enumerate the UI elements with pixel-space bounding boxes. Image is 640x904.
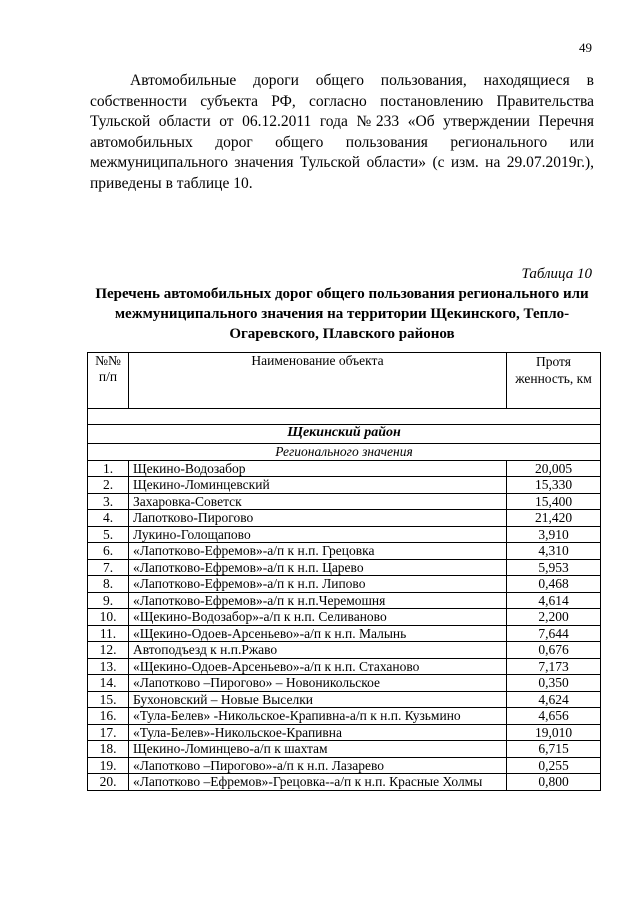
empty-row (88, 409, 601, 425)
road-name: Лукино-Голощапово (129, 526, 507, 543)
road-length: 6,715 (507, 741, 601, 758)
road-length: 19,010 (507, 724, 601, 741)
table-row (88, 774, 601, 791)
section-name: Регионального значения (88, 444, 601, 461)
road-length: 7,644 (507, 625, 601, 642)
road-name: «Тула-Белев»-Никольское-Крапивна (129, 724, 507, 741)
road-length: 0,676 (507, 642, 601, 659)
page-number: 49 (579, 40, 592, 55)
row-number: 8. (88, 576, 129, 593)
road-name: Щекино-Ломинцевский (129, 477, 507, 494)
road-name: Лапотково-Пирогово (129, 510, 507, 527)
district-name: Щекинский район (88, 425, 601, 444)
road-length: 0,255 (507, 757, 601, 774)
row-number: 2. (88, 477, 129, 494)
table-row (88, 675, 601, 692)
row-number: 18. (88, 741, 129, 758)
row-number: 1. (88, 460, 129, 477)
road-name: Щекино-Ломинцево-а/п к шахтам (129, 741, 507, 758)
road-name: «Лапотково –Ефремов»-Грецовка--а/п к н.п. Красные Холмы (129, 774, 507, 791)
road-name: «Тула-Белев» -Никольское-Крапивна-а/п к н.п. Кузьмино (129, 708, 507, 725)
table-row (88, 642, 601, 659)
table-row (88, 658, 601, 675)
road-length: 0,800 (507, 774, 601, 791)
header-length: Протя женность, км (507, 353, 601, 409)
road-name: «Щекино-Водозабор»-а/п к н.п. Селиваново (129, 609, 507, 626)
section-row (88, 444, 601, 461)
row-number: 11. (88, 625, 129, 642)
row-number: 14. (88, 675, 129, 692)
roads-table (87, 352, 601, 791)
table-row (88, 609, 601, 626)
row-number: 3. (88, 493, 129, 510)
table-label: Таблица 10 (521, 266, 592, 282)
row-number: 17. (88, 724, 129, 741)
table-row (88, 625, 601, 642)
row-number: 15. (88, 691, 129, 708)
table-row (88, 741, 601, 758)
table-row (88, 510, 601, 527)
table-title: Перечень автомобильных дорог общего пользования регионального или межмуниципального значения на территории Щекинского, Тепло-Огаревского, Плавского районов (95, 286, 589, 342)
road-length: 5,953 (507, 559, 601, 576)
row-number: 20. (88, 774, 129, 791)
road-length: 2,200 (507, 609, 601, 626)
road-length: 4,624 (507, 691, 601, 708)
table-row (88, 576, 601, 593)
road-name: Автоподъезд к н.п.Ржаво (129, 642, 507, 659)
row-number: 12. (88, 642, 129, 659)
road-name: «Лапотково –Пирогово» – Новоникольское (129, 675, 507, 692)
table-row (88, 477, 601, 494)
road-length: 20,005 (507, 460, 601, 477)
road-name: «Лапотково –Пирогово»-а/п к н.п. Лазарево (129, 757, 507, 774)
row-number: 4. (88, 510, 129, 527)
intro-paragraph: Автомобильные дороги общего пользования, находящиеся в собственности субъекта РФ, согласно постановлению Правительства Тульской области от 06.12.2011 года №233 «Об утверждении Перечня автомобильных дорог общего пользования регионального или межмуниципального значения Тульской области» (с изм. на 29.07.2019г.), приведены в таблице 10. (90, 72, 594, 192)
road-name: «Лапотково-Ефремов»-а/п к н.п. Липово (129, 576, 507, 593)
road-name: «Щекино-Одоев-Арсеньево»-а/п к н.п. Малынь (129, 625, 507, 642)
row-number: 6. (88, 543, 129, 560)
table-row (88, 559, 601, 576)
table-row (88, 724, 601, 741)
table-row (88, 691, 601, 708)
road-length: 15,330 (507, 477, 601, 494)
road-name: Щекино-Водозабор (129, 460, 507, 477)
table-row (88, 757, 601, 774)
header-name: Наименование объекта (129, 353, 507, 409)
table-row (88, 592, 601, 609)
row-number: 16. (88, 708, 129, 725)
road-length: 4,656 (507, 708, 601, 725)
header-number: №№ п/п (88, 353, 129, 409)
road-length: 3,910 (507, 526, 601, 543)
road-length: 4,614 (507, 592, 601, 609)
row-number: 9. (88, 592, 129, 609)
road-length: 7,173 (507, 658, 601, 675)
road-name: Захаровка-Советск (129, 493, 507, 510)
row-number: 10. (88, 609, 129, 626)
row-number: 7. (88, 559, 129, 576)
road-name: Бухоновский – Новые Выселки (129, 691, 507, 708)
road-length: 15,400 (507, 493, 601, 510)
table-row (88, 543, 601, 560)
road-length: 0,350 (507, 675, 601, 692)
table-row (88, 526, 601, 543)
road-name: «Лапотково-Ефремов»-а/п к н.п.Черемошня (129, 592, 507, 609)
road-length: 21,420 (507, 510, 601, 527)
road-length: 0,468 (507, 576, 601, 593)
empty-cell (88, 409, 601, 425)
road-name: «Лапотково-Ефремов»-а/п к н.п. Грецовка (129, 543, 507, 560)
table-row (88, 460, 601, 477)
road-name: «Лапотково-Ефремов»-а/п к н.п. Царево (129, 559, 507, 576)
road-length: 4,310 (507, 543, 601, 560)
road-name: «Щекино-Одоев-Арсеньево»-а/п к н.п. Стаханово (129, 658, 507, 675)
row-number: 5. (88, 526, 129, 543)
table-header-row (88, 353, 601, 409)
table-row (88, 493, 601, 510)
row-number: 19. (88, 757, 129, 774)
table-row (88, 708, 601, 725)
district-row (88, 425, 601, 444)
row-number: 13. (88, 658, 129, 675)
